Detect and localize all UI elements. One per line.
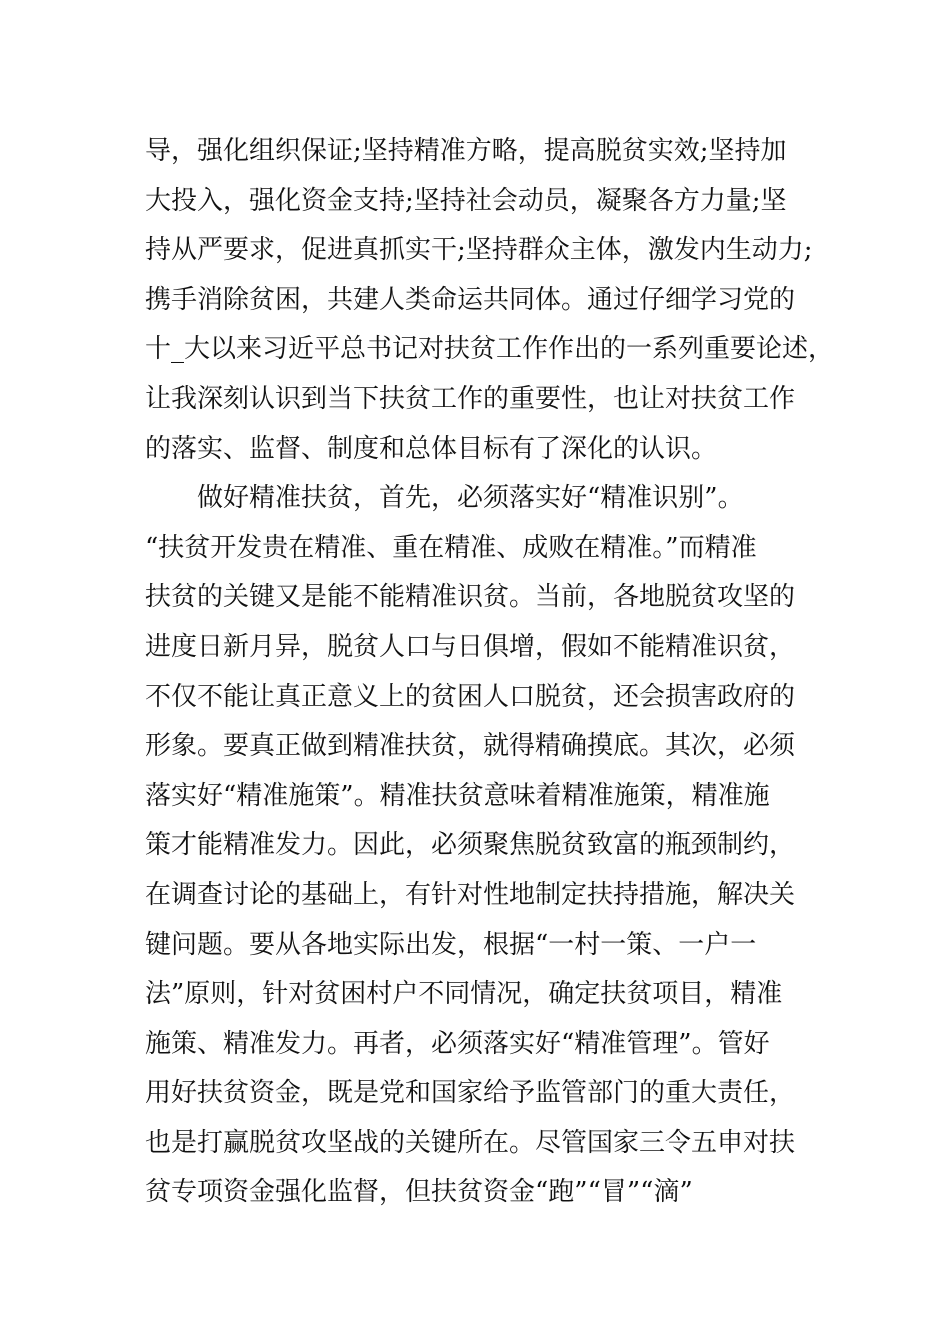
text-line: 形象。要真正做到精准扶贫，就得精确摸底。其次，必须 <box>145 731 796 762</box>
text-line: 的落实、监督、制度和总体目标有了深化的认识。 <box>145 433 718 464</box>
text-line: 大投入，强化资金支持;坚持社会动员，凝聚各方力量;坚 <box>145 185 787 216</box>
text-line: 导，强化组织保证;坚持精准方略，提高脱贫实效;坚持加 <box>145 136 787 166</box>
text-line: 持从严要求，促进真抓实干;坚持群众主体，激发内生动力; <box>145 235 813 266</box>
body-text <box>145 127 835 1218</box>
paragraph-start-line: 做好精准扶贫，首先，必须落实好“精准识别”。 <box>197 483 744 514</box>
text-line: 不仅不能让真正意义上的贫困人口脱贫，还会损害政府的 <box>145 681 796 712</box>
text-line: 法”原则，针对贫困村户不同情况，确定扶贫项目，精准 <box>145 979 783 1010</box>
text-line: 贫专项资金强化监督，但扶贫资金“跑”“冒”“滴” <box>145 1177 693 1208</box>
text-line: 施策、精准发力。再者，必须落实好“精准管理”。管好 <box>145 1028 770 1059</box>
text-line: 落实好“精准施策”。精准扶贫意味着精准施策，精准施 <box>145 780 770 811</box>
text-line: 十_大以来习近平总书记对扶贫工作作出的一系列重要论述， <box>145 334 835 365</box>
text-line: 用好扶贫资金，既是党和国家给予监管部门的重大责任， <box>145 1078 796 1109</box>
text-line: 扶贫的关键又是能不能精准识贫。当前，各地脱贫攻坚的 <box>145 582 796 613</box>
text-line: 在调查讨论的基础上，有针对性地制定扶持措施，解决关 <box>145 879 796 910</box>
text-line: 进度日新月异，脱贫人口与日俱增，假如不能精准识贫， <box>145 631 796 662</box>
text-line: 键问题。要从各地实际出发，根据“一村一策、一户一 <box>145 929 757 960</box>
text-line: 策才能精准发力。因此，必须聚焦脱贫致富的瓶颈制约， <box>145 830 796 861</box>
text-line: 让我深刻认识到当下扶贫工作的重要性，也让对扶贫工作 <box>145 383 796 414</box>
text-line: “扶贫开发贵在精准、重在精准、成败在精准。”而精准 <box>145 532 757 563</box>
text-line: 携手消除贫困，共建人类命运共同体。通过仔细学习党的 <box>145 284 796 315</box>
text-line: 也是打赢脱贫攻坚战的关键所在。尽管国家三令五申对扶 <box>145 1127 796 1158</box>
